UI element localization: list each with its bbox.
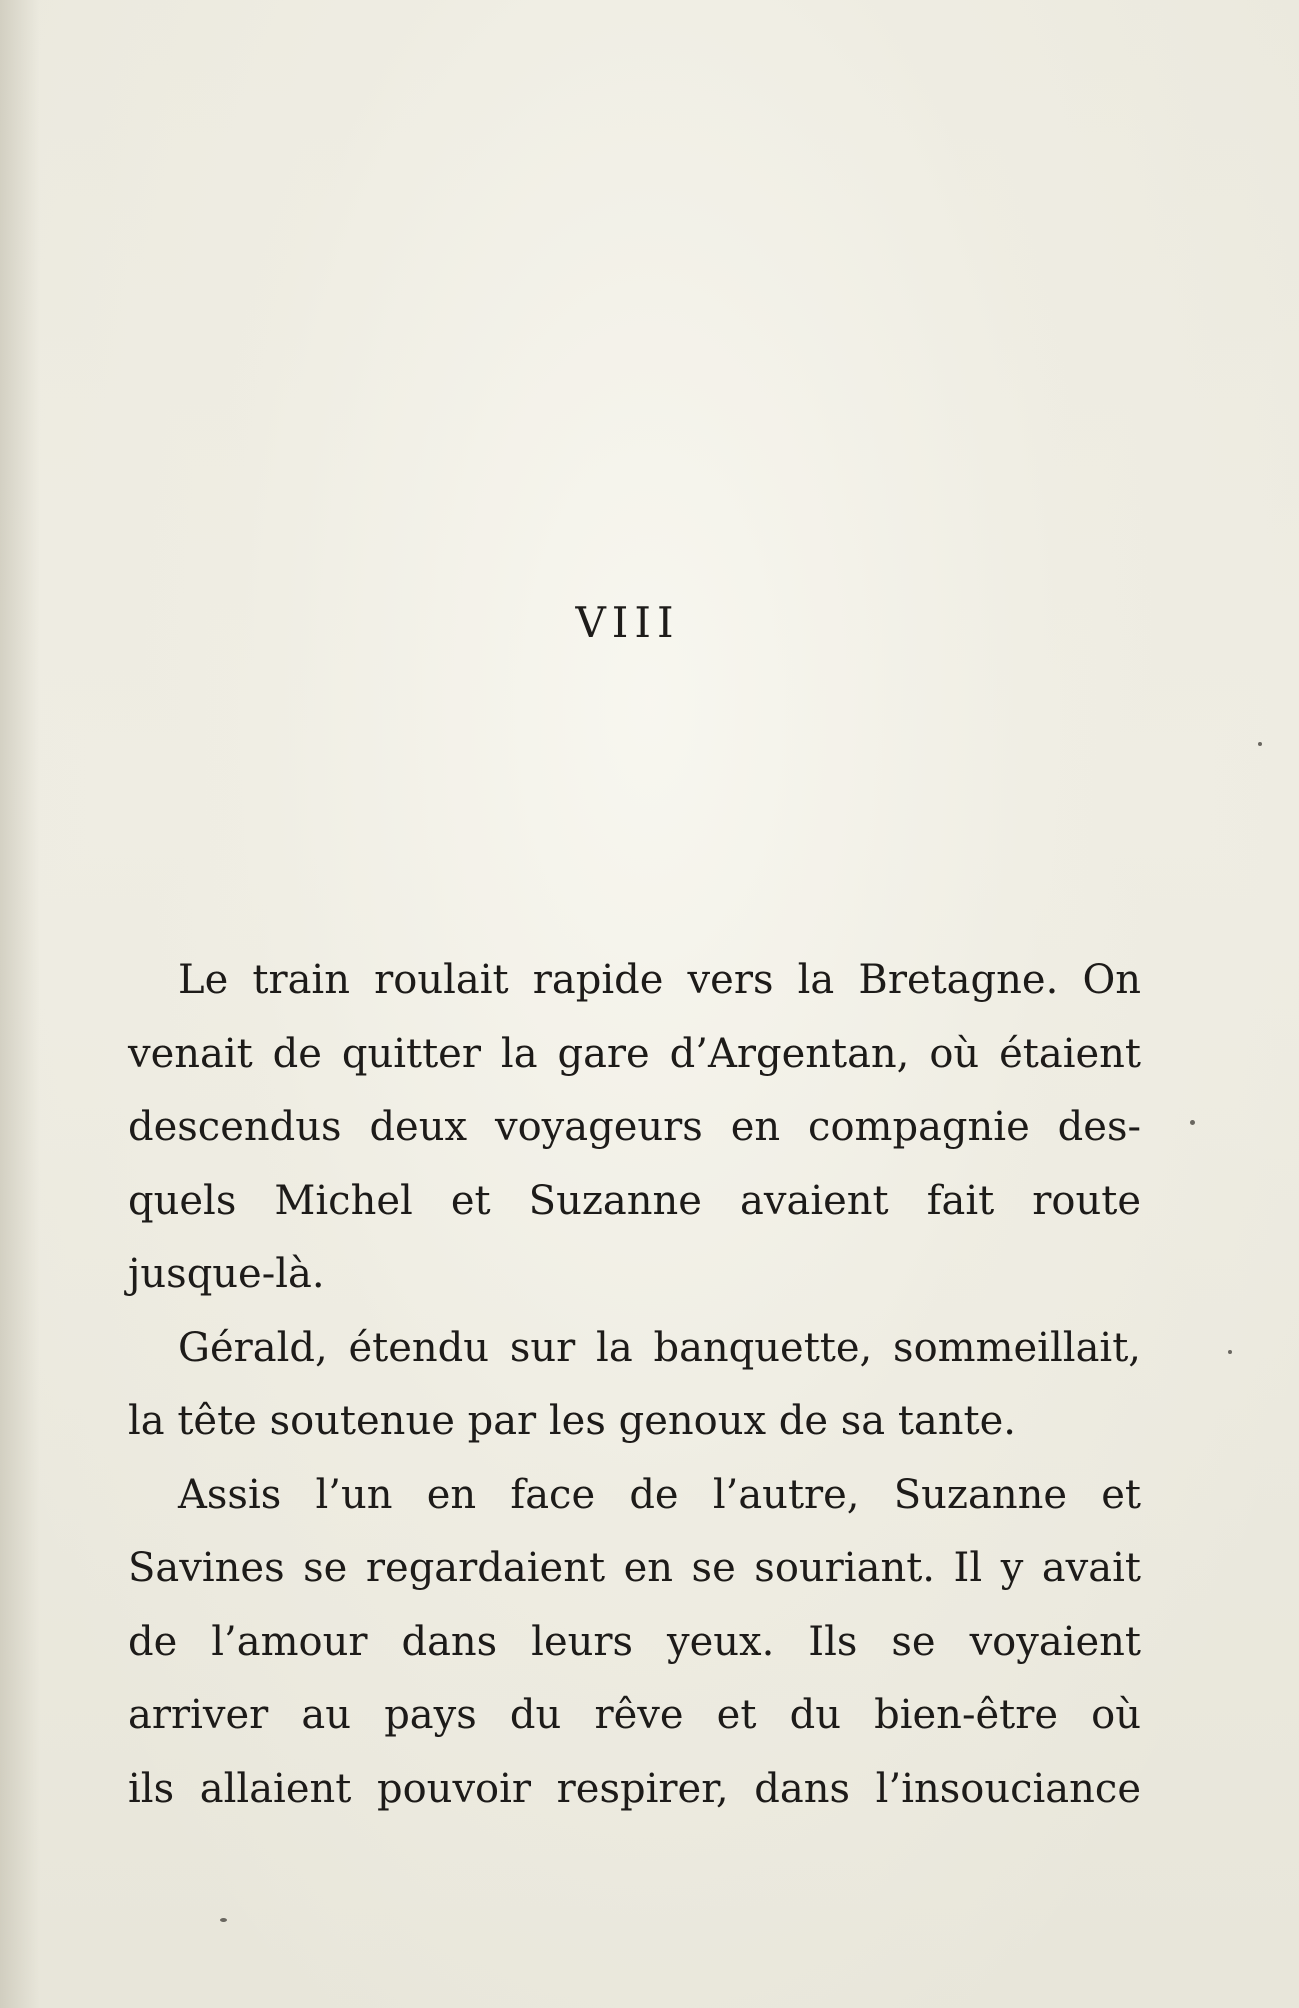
text-line: venait de quitter la gare d’Argentan, où étaient (128, 1030, 1141, 1077)
text-line: jusque-là. (128, 1251, 325, 1297)
paper-speck (1190, 1120, 1195, 1125)
paper-speck (1258, 742, 1262, 746)
paper-speck (220, 1918, 227, 1922)
paper-speck (1228, 1350, 1232, 1354)
text-line: la tête soutenue par les genoux de sa tante. (128, 1398, 1016, 1444)
text-line: descendus deux voyageurs en compagnie des- (128, 1104, 1141, 1150)
body-text (128, 944, 1141, 1826)
text-line: Savines se regardaient en se souriant. Il y avait (128, 1545, 1141, 1591)
text-line: arriver au pays du rêve et du bien-être où (128, 1692, 1141, 1738)
text-line: Gérald, étendu sur la banquette, sommeillait, (178, 1324, 1141, 1371)
text-line: quels Michel et Suzanne avaient fait route (128, 1177, 1141, 1224)
text-line: de l’amour dans leurs yeux. Ils se voyaient (128, 1618, 1141, 1665)
page-edge-shadow (0, 0, 40, 2008)
text-line: Le train roulait rapide vers la Bretagne. On (178, 957, 1141, 1003)
text-line: ils allaient pouvoir respirer, dans l’insouciance (128, 1765, 1141, 1812)
text-line: Assis l’un en face de l’autre, Suzanne et (178, 1471, 1141, 1518)
chapter-number: VIII (575, 598, 680, 647)
